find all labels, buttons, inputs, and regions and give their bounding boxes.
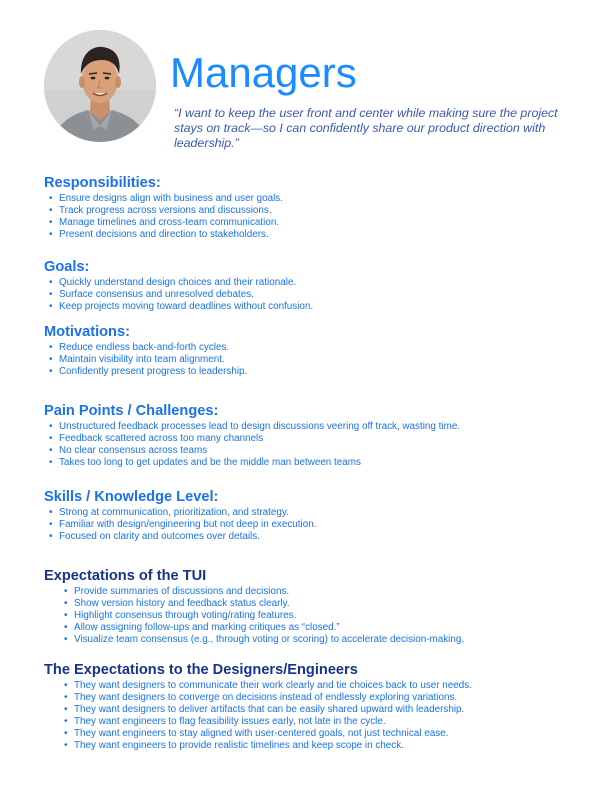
persona-portrait-icon: [44, 30, 156, 142]
list-item: • They want engineers to flag feasibility issues early, not late in the cycle.: [44, 716, 472, 728]
section-heading: Goals:: [44, 259, 90, 275]
bullet-list: [44, 586, 464, 646]
list-item: • They want designers to converge on decisions instead of endlessly exploring variations.: [44, 692, 472, 704]
list-item: • They want engineers to provide realistic timelines and keep scope in check.: [44, 740, 472, 752]
list-item: • Manage timelines and cross-team communication.: [44, 217, 283, 229]
list-item: • Present decisions and direction to stakeholders.: [44, 229, 283, 241]
list-item: • Strong at communication, prioritization, and strategy.: [44, 507, 316, 519]
list-item: • Reduce endless back-and-forth cycles.: [44, 342, 247, 354]
bullet-list: [44, 421, 460, 469]
list-item: • Maintain visibility into team alignment.: [44, 354, 247, 366]
persona-avatar: [44, 30, 156, 142]
section-goals: [44, 259, 313, 313]
list-item: • Keep projects moving toward deadlines without confusion.: [44, 301, 313, 313]
persona-quote: “I want to keep the user front and center while making sure the project stays on track—so I can confidently share our product direction with leadership.”: [174, 106, 558, 150]
list-item: • Focused on clarity and outcomes over details.: [44, 531, 316, 543]
section-heading: Responsibilities:: [44, 175, 161, 191]
list-item: • Provide summaries of discussions and decisions.: [44, 586, 464, 598]
bullet-list: [44, 507, 316, 543]
section-heading: Pain Points / Challenges:: [44, 403, 219, 419]
list-item: • They want engineers to stay aligned with user-centered goals, not just technical ease.: [44, 728, 472, 740]
list-item: • Surface consensus and unresolved debates.: [44, 289, 313, 301]
list-item: • Visualize team consensus (e.g., through voting or scoring) to accelerate decision-making.: [44, 634, 464, 646]
bullet-list: [44, 277, 313, 313]
list-item: • Highlight consensus through voting/rating features.: [44, 610, 464, 622]
section-heading: Expectations of the TUI: [44, 568, 207, 584]
bullet-list: [44, 193, 283, 241]
list-item: • Familiar with design/engineering but not deep in execution.: [44, 519, 316, 531]
list-item: • Quickly understand design choices and their rationale.: [44, 277, 313, 289]
section-skills: [44, 489, 316, 543]
section-expectations-designers-engineers: [44, 662, 472, 752]
list-item: • Ensure designs align with business and user goals.: [44, 193, 283, 205]
list-item: • They want designers to deliver artifacts that can be easily shared upward with leadership.: [44, 704, 472, 716]
list-item: • Confidently present progress to leadership.: [44, 366, 247, 378]
list-item: • Feedback scattered across too many channels: [44, 433, 460, 445]
section-heading: Skills / Knowledge Level:: [44, 489, 219, 505]
page-title: Managers: [170, 49, 357, 96]
section-expectations-tui: [44, 568, 464, 646]
section-responsibilities: [44, 175, 283, 241]
section-heading: The Expectations to the Designers/Engineers: [44, 662, 358, 678]
list-item: • Takes too long to get updates and be the middle man between teams: [44, 457, 460, 469]
list-item: • Track progress across versions and discussions.: [44, 205, 283, 217]
bullet-list: [44, 342, 247, 378]
list-item: • Show version history and feedback status clearly.: [44, 598, 464, 610]
section-pain-points: [44, 403, 460, 469]
list-item: • Allow assigning follow-ups and marking critiques as “closed.”: [44, 622, 464, 634]
list-item: • No clear consensus across teams: [44, 445, 460, 457]
section-motivations: [44, 324, 247, 378]
bullet-list: [44, 680, 472, 752]
list-item: • They want designers to communicate their work clearly and tie choices back to user needs.: [44, 680, 472, 692]
list-item: • Unstructured feedback processes lead to design discussions veering off track, wasting time.: [44, 421, 460, 433]
section-heading: Motivations:: [44, 324, 130, 340]
